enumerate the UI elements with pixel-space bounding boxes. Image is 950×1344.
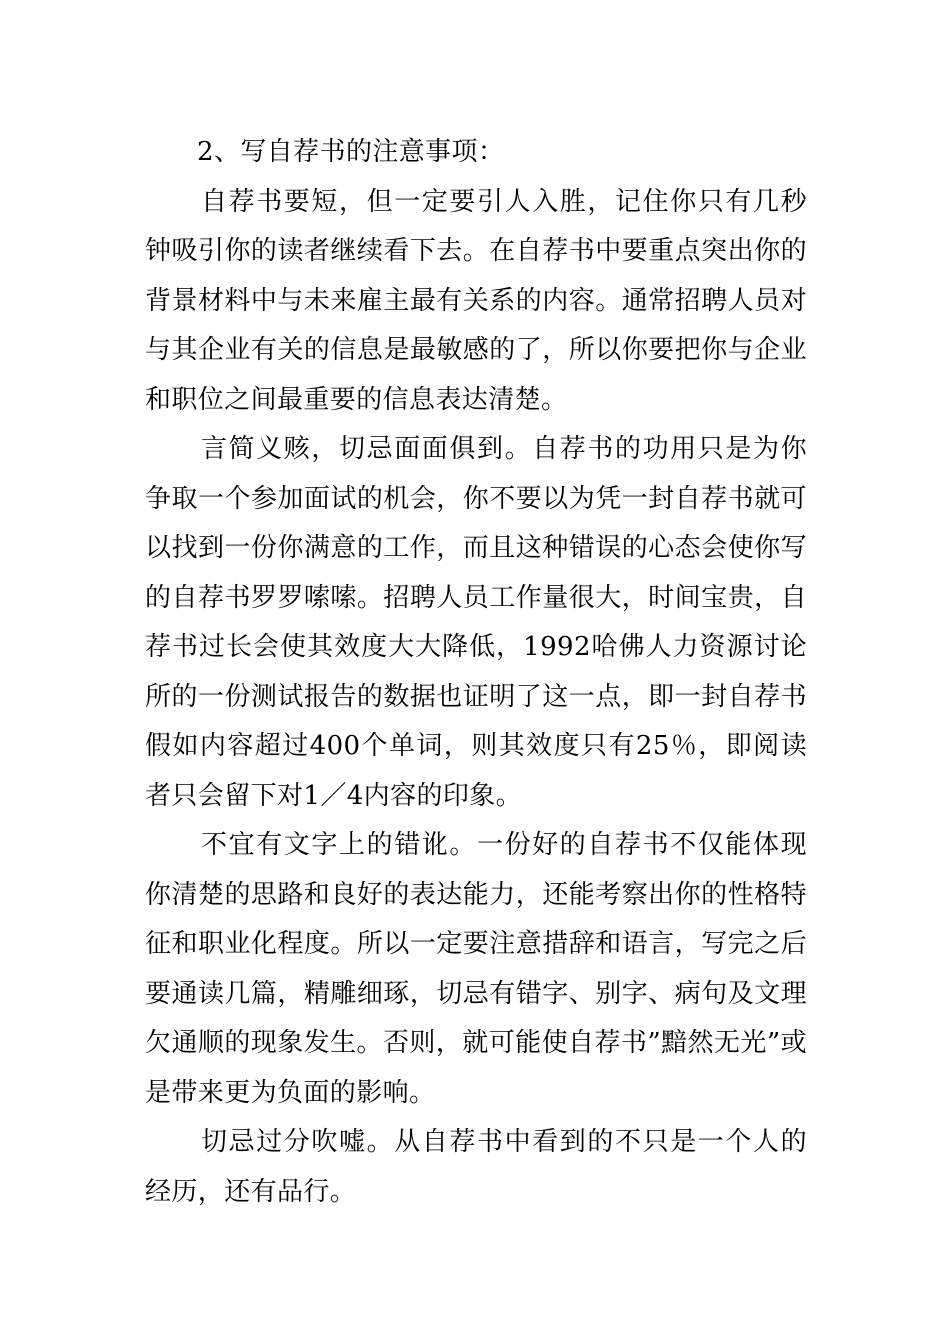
paragraph-no-typos: 不宜有文字上的错讹。一份好的自荐书不仅能体现你清楚的思路和良好的表达能力，还能考察出你的性格特征和职业化程度。所以一定要注意措辞和语言，写完之后要通读几篇，精雕细琢，切忌有错字、别字、病句及文理欠通顺的现象发生。否则，就可能使自荐书”黯然无光”或是带来更为负面的影响。 xyxy=(145,830,807,1108)
paragraph-no-exaggeration: 切忌过分吹嘘。从自荐书中看到的不只是一个人的经历，还有品行。 xyxy=(145,1127,807,1207)
paragraph-concise: 言简义赅，切忌面面俱到。自荐书的功用只是为你争取一个参加面试的机会，你不要以为凭一封自荐书就可以找到一份你满意的工作，而且这种错误的心态会使你写的自荐书罗罗嗦嗦。招聘人员工作量很大，时间宝贵，自荐书过长会使其效度大大降低，1992哈佛人力资源讨论所的一份测试报告的数据也证明了这一点，即一封自荐书假如内容超过400个单词，则其效度只有25％，即阅读者只会留下对1／4内容的印象。 xyxy=(145,434,807,811)
document-body xyxy=(145,128,807,1217)
section-heading: 2、写自荐书的注意事项： xyxy=(197,137,505,167)
paragraph-keep-short: 自荐书要短，但一定要引人入胜，记住你只有几秒钟吸引你的读者继续看下去。在自荐书中要重点突出你的背景材料中与未来雇主最有关系的内容。通常招聘人员对与其企业有关的信息是最敏感的了，所以你要把你与企业和职位之间最重要的信息表达清楚。 xyxy=(145,186,807,415)
